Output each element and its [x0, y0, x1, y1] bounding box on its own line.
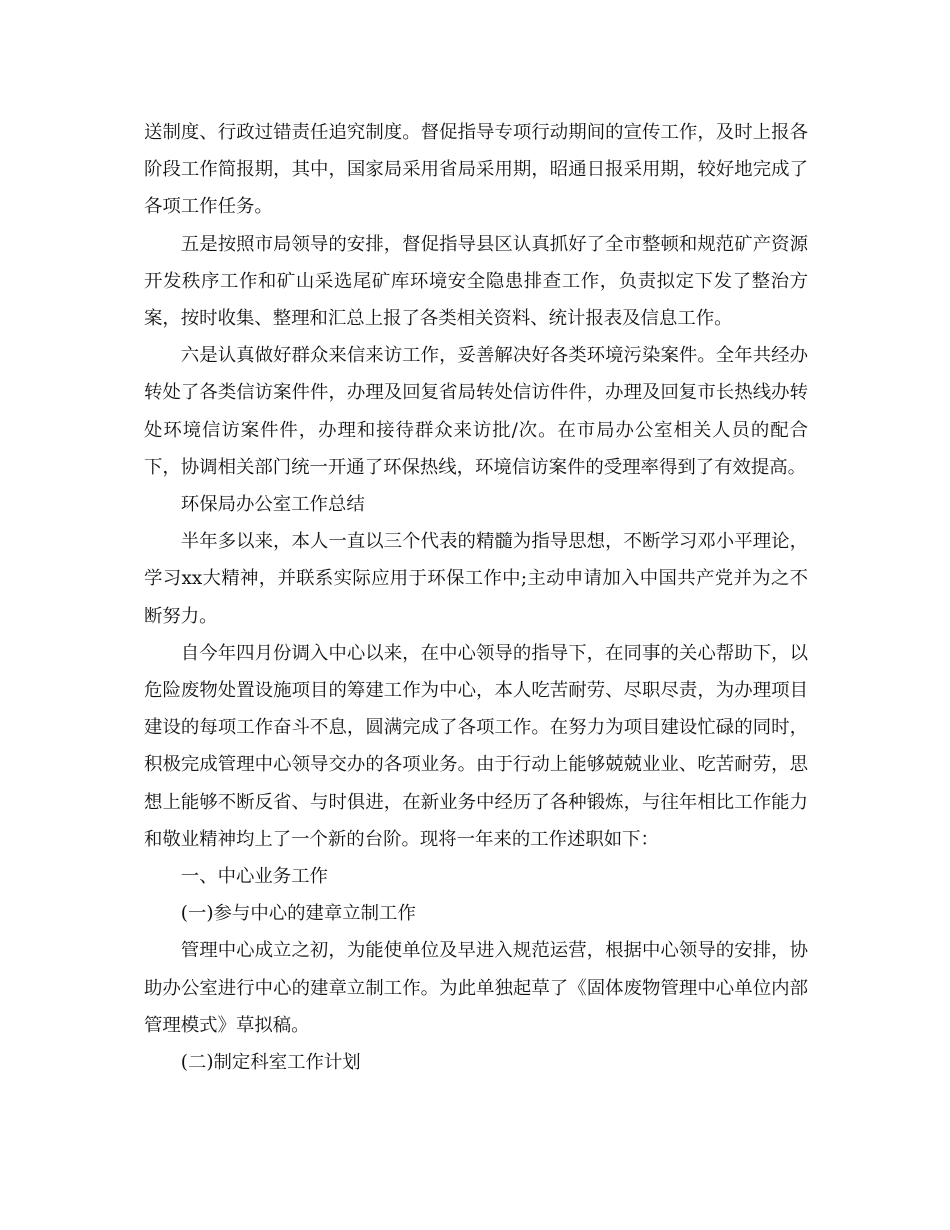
paragraph-intro: 半年多以来，本人一直以三个代表的精髓为指导思想，不断学习邓小平理论，学习xx大精神，并联系实际应用于环保工作中;主动申请加入中国共产党并为之不断努力。 [144, 531, 808, 627]
subheading-plan: (二)制定科室工作计划 [180, 1052, 361, 1074]
subheading-rules: (一)参与中心的建章立制工作 [180, 903, 416, 925]
paragraph-item-five: 五是按照市局领导的安排，督促指导县区认真抓好了全市整顿和规范矿产资源开发秩序工作和矿山采选尾矿库环境安全隐患排查工作，负责拟定下发了整治方案，按时收集、整理和汇总上报了各类相关资料、统计报表及信息工作。 [144, 233, 808, 330]
document-body [144, 114, 808, 1081]
heading-center-business: 一、中心业务工作 [180, 866, 328, 888]
section-title: 环保局办公室工作总结 [180, 494, 365, 516]
paragraph-rules: 管理中心成立之初，为能使单位及早进入规范运营，根据中心领导的安排，协助办公室进行中心的建章立制工作。为此单独起草了《固体废物管理中心单位内部管理模式》草拟稿。 [144, 940, 808, 1036]
paragraph-continuation: 送制度、行政过错责任追究制度。督促指导专项行动期间的宣传工作，及时上报各阶段工作简报期，其中，国家局采用省局采用期，昭通日报采用期，较好地完成了各项工作任务。 [144, 122, 808, 218]
paragraph-item-six: 六是认真做好群众来信来访工作，妥善解决好各类环境污染案件。全年共经办转处了各类信访案件件，办理及回复省局转处信访件件，办理及回复市长热线办转处环境信访案件件，办理和接待群众来访批/次。在市局办公室相关人员的配合下，协调相关部门统一开通了环保热线，环境信访案件的受理率得到了有效提高。 [144, 345, 808, 478]
paragraph-summary: 自今年四月份调入中心以来，在中心领导的指导下，在同事的关心帮助下，以危险废物处置设施项目的筹建工作为中心，本人吃苦耐劳、尽职尽责，为办理项目建设的每项工作奋斗不息，圆满完成了各项工作。在努力为项目建设忙碌的同时，积极完成管理中心领导交办的各项业务。由于行动上能够兢兢业业、吃苦耐劳，思想上能够不断反省、与时俱进，在新业务中经历了各种锻炼，与往年相比工作能力和敬业精神均上了一个新的台阶。现将一年来的工作述职如下： [144, 642, 808, 850]
